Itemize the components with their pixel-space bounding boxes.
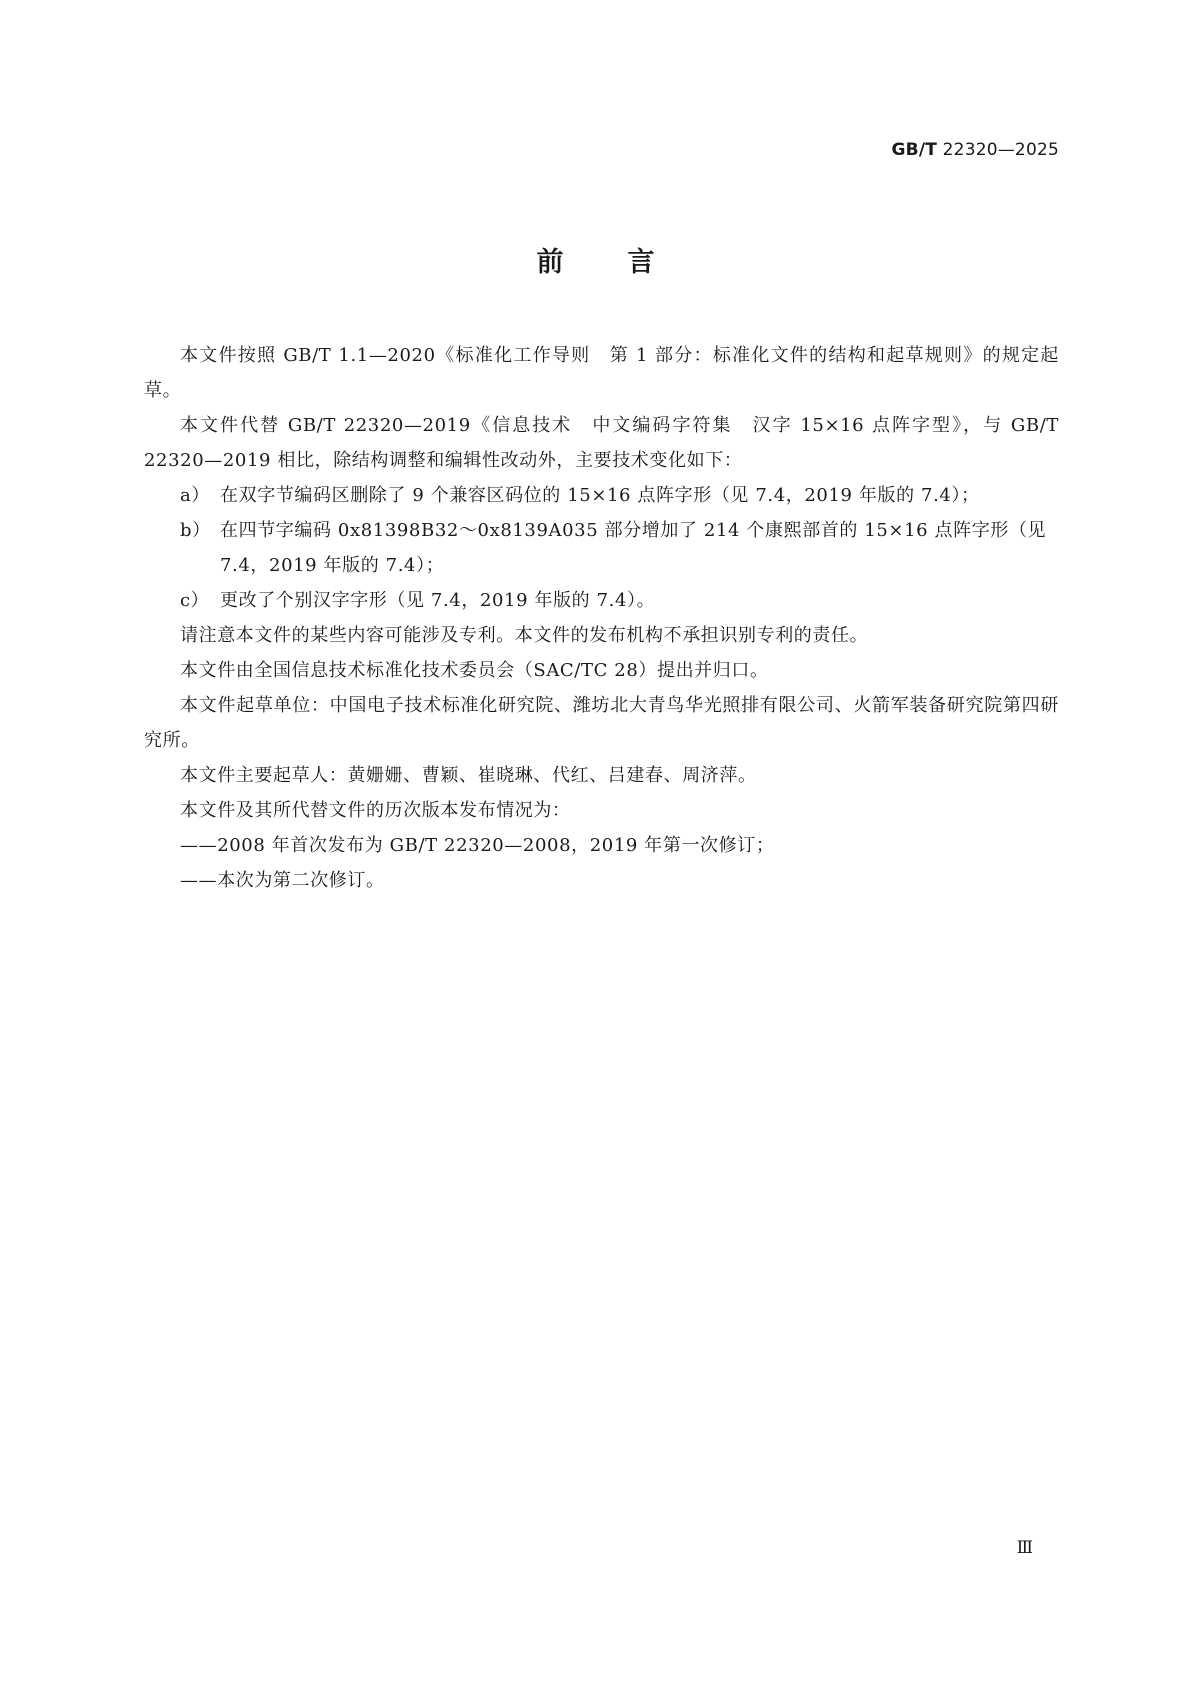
- list-marker-a: a）: [180, 485, 210, 506]
- standard-number: [892, 140, 1059, 160]
- page-number: Ⅲ: [1016, 1538, 1033, 1558]
- paragraph-drafting-rules: 本文件按照 GB/T 1.1—2020《标准化工作导则 第 1 部分：标准化文件的结构和起草规则》的规定起草。: [144, 345, 1059, 401]
- list-item-c: [144, 583, 1059, 618]
- page-title-part2: 言: [627, 247, 655, 278]
- list-marker-c: c）: [180, 590, 210, 611]
- foreword-body: [144, 338, 1059, 898]
- list-item-b: [144, 513, 1059, 583]
- list-text-a: 在双字节编码区删除了 9 个兼容区码位的 15×16 点阵字形（见 7.4，2019 年版的 7.4）；: [220, 485, 980, 506]
- paragraph-history-intro: 本文件及其所代替文件的历次版本发布情况为：: [180, 800, 571, 821]
- history-item-2: ——本次为第二次修订。: [180, 870, 385, 891]
- history-item-1: ——2008 年首次发布为 GB/T 22320—2008，2019 年第一次修订；: [180, 835, 775, 856]
- paragraph-drafters: 本文件主要起草人：黄姗姗、曹颖、崔晓琳、代红、吕建春、周济萍。: [180, 765, 757, 786]
- list-text-b-line1: 在四节字编码 0x81398B32～0x8139A035 部分增加了 214 个康熙部首的 15×16 点阵字形（见: [220, 520, 1047, 541]
- list-marker-b: b）: [180, 520, 211, 541]
- page-title: [0, 240, 1191, 279]
- list-item-a: [144, 478, 1059, 513]
- page-title-part1: 前: [536, 247, 564, 278]
- paragraph-proposer: 本文件由全国信息技术标准化技术委员会（SAC/TC 28）提出并归口。: [180, 660, 769, 681]
- paragraph-replacement: 本文件代替 GB/T 22320—2019《信息技术 中文编码字符集 汉字 15×16 点阵字型》，与 GB/T 22320—2019 相比，除结构调整和编辑性改动外，主要技术变化如下：: [144, 415, 1059, 471]
- paragraph-drafting-units: 本文件起草单位：中国电子技术标准化研究院、潍坊北大青鸟华光照排有限公司、火箭军装备研究院第四研究所。: [144, 695, 1059, 751]
- list-text-c: 更改了个别汉字字形（见 7.4，2019 年版的 7.4）。: [220, 590, 656, 611]
- paragraph-patent-notice: 请注意本文件的某些内容可能涉及专利。本文件的发布机构不承担识别专利的责任。: [180, 625, 869, 646]
- standard-year-number: 22320—2025: [942, 140, 1059, 160]
- standard-code: GB/T: [891, 140, 938, 160]
- list-text-b-line2: 7.4，2019 年版的 7.4）；: [220, 555, 445, 576]
